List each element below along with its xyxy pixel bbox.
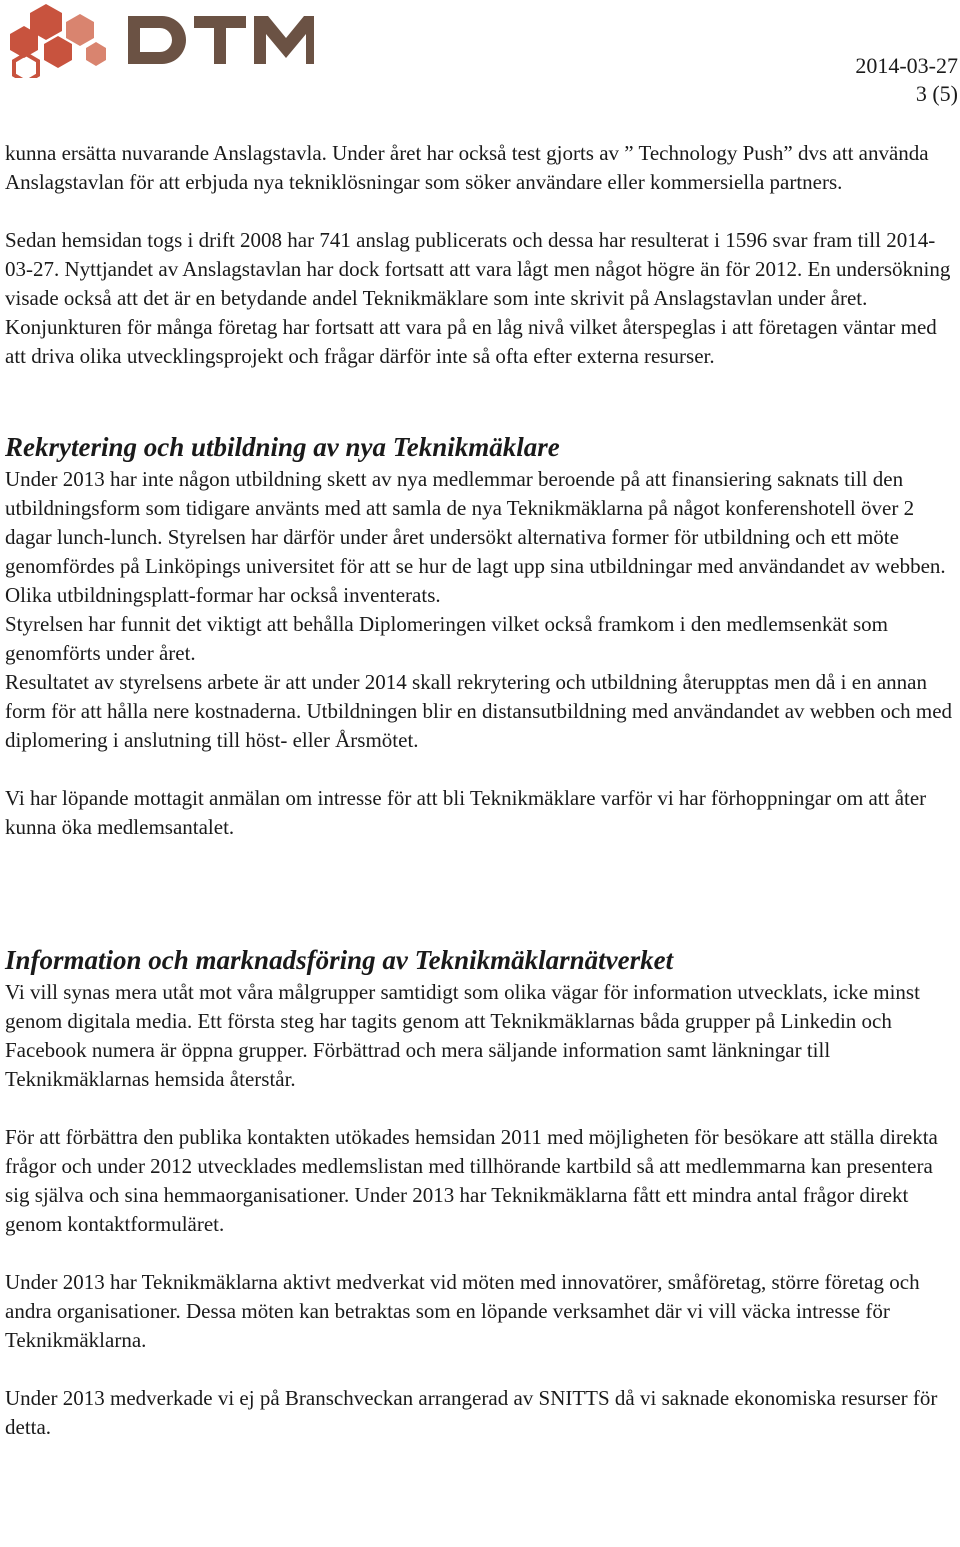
page-number: 3 (5) [915,81,958,106]
paragraph-anmalan: Vi har löpande mottagit anmälan om intresse för att bli Teknikmäklare varför vi har förhoppningar om att åter kunna öka medlemsantalet. [5,786,927,839]
paragraph-resultat: Resultatet av styrelsens arbete är att under 2014 skall rekrytering och utbildning återupptas men då i en annan form för att hålla nere kostnaderna. Utbildningen blir en distansutbildning med användandet av webben och med diplomering i anslutning till höst- eller Årsmötet. [5,670,953,752]
paragraph-diplomering: Styrelsen har funnit det viktigt att behålla Diplomeringen vilket också framkom i den medlemsenkät som genomförts under året. [5,612,888,665]
page-header-meta [855,52,958,108]
paragraph-hemsida: För att förbättra den publika kontakten utökades hemsidan 2011 med möjligheten för besökare att ställa direkta frågor och under 2012 utvecklades medlemslistan med tillhörande kartbild så att medlemmarna kan presentera sig själva och sina hemmaorganisationer. Under 2013 har Teknikmäklarna fått ett mindra antal frågor direkt genom kontaktformuläret. [5,1125,938,1236]
logo-lettering [128,16,314,64]
dtm-logo [4,2,314,78]
paragraph-synas: Vi vill synas mera utåt mot våra målgrupper samtidigt som olika vägar för information utvecklats, icke minst genom digitala media. Ett första steg har tagits genom att Teknikmäklarnas båda grupper på Linkedin och Facebook numera är öppna grupper. Förbättrad och mera säljande information samt länkningar till Teknikmäklarnas hemsida återstår. [5,980,920,1091]
paragraph-branschveckan: Under 2013 medverkade vi ej på Branschveckan arrangerad av SNITTS då vi saknade ekonomiska resurser för detta. [5,1386,938,1439]
document-date: 2014-03-27 [855,53,958,78]
paragraph-anslagstavla-intro: kunna ersätta nuvarande Anslagstavla. Under året har också test gjorts av ” Technology Push” dvs att använda Anslagstavlan för att erbjuda nya tekniklösningar som söker användare eller kommersiella partners. [5,141,929,194]
section-heading-rekrytering: Rekrytering och utbildning av nya Teknikmäklare [5,432,560,462]
document-body [5,139,955,1442]
paragraph-moten: Under 2013 har Teknikmäklarna aktivt medverkat vid möten med innovatörer, småföretag, större företag och andra organisationer. Dessa möten kan betraktas som en löpande verksamhet där vi vill väcka intresse för Teknikmäklarna. [5,1270,920,1352]
paragraph-utbildning: Under 2013 har inte någon utbildning skett av nya medlemmar beroende på att finansiering saknats till den utbildningsform som tidigare använts med att samla de nya Teknikmäklarna på något konferenshotell över 2 dagar lunch-lunch. Styrelsen har därför under året undersökt alternativa former för utbildning och ett möte genomfördes på Linköpings universitet för att se hur de lagt upp sina utbildningar med användandet av webben. Olika utbildningsplatt-formar har också inventerats. [5,467,946,607]
hexagon-cluster-icon [10,4,106,78]
section-heading-information: Information och marknadsföring av Teknikmäklarnätverket [5,945,674,975]
paragraph-anslagstavla-stats: Sedan hemsidan togs i drift 2008 har 741 anslag publicerats och dessa har resulterat i 1596 svar fram till 2014-03-27. Nyttjandet av Anslagstavlan har dock fortsatt att vara lågt men något högre än för 2012. En undersökning visade också att det är en betydande andel Teknikmäklare som inte skrivit på Anslagstavlan under året. Konjunkturen för många företag har fortsatt att vara på en låg nivå vilket återspeglas i att företagen väntar med att driva olika utvecklingsprojekt och frågar därför inte så ofta efter externa resurser. [5,228,951,368]
